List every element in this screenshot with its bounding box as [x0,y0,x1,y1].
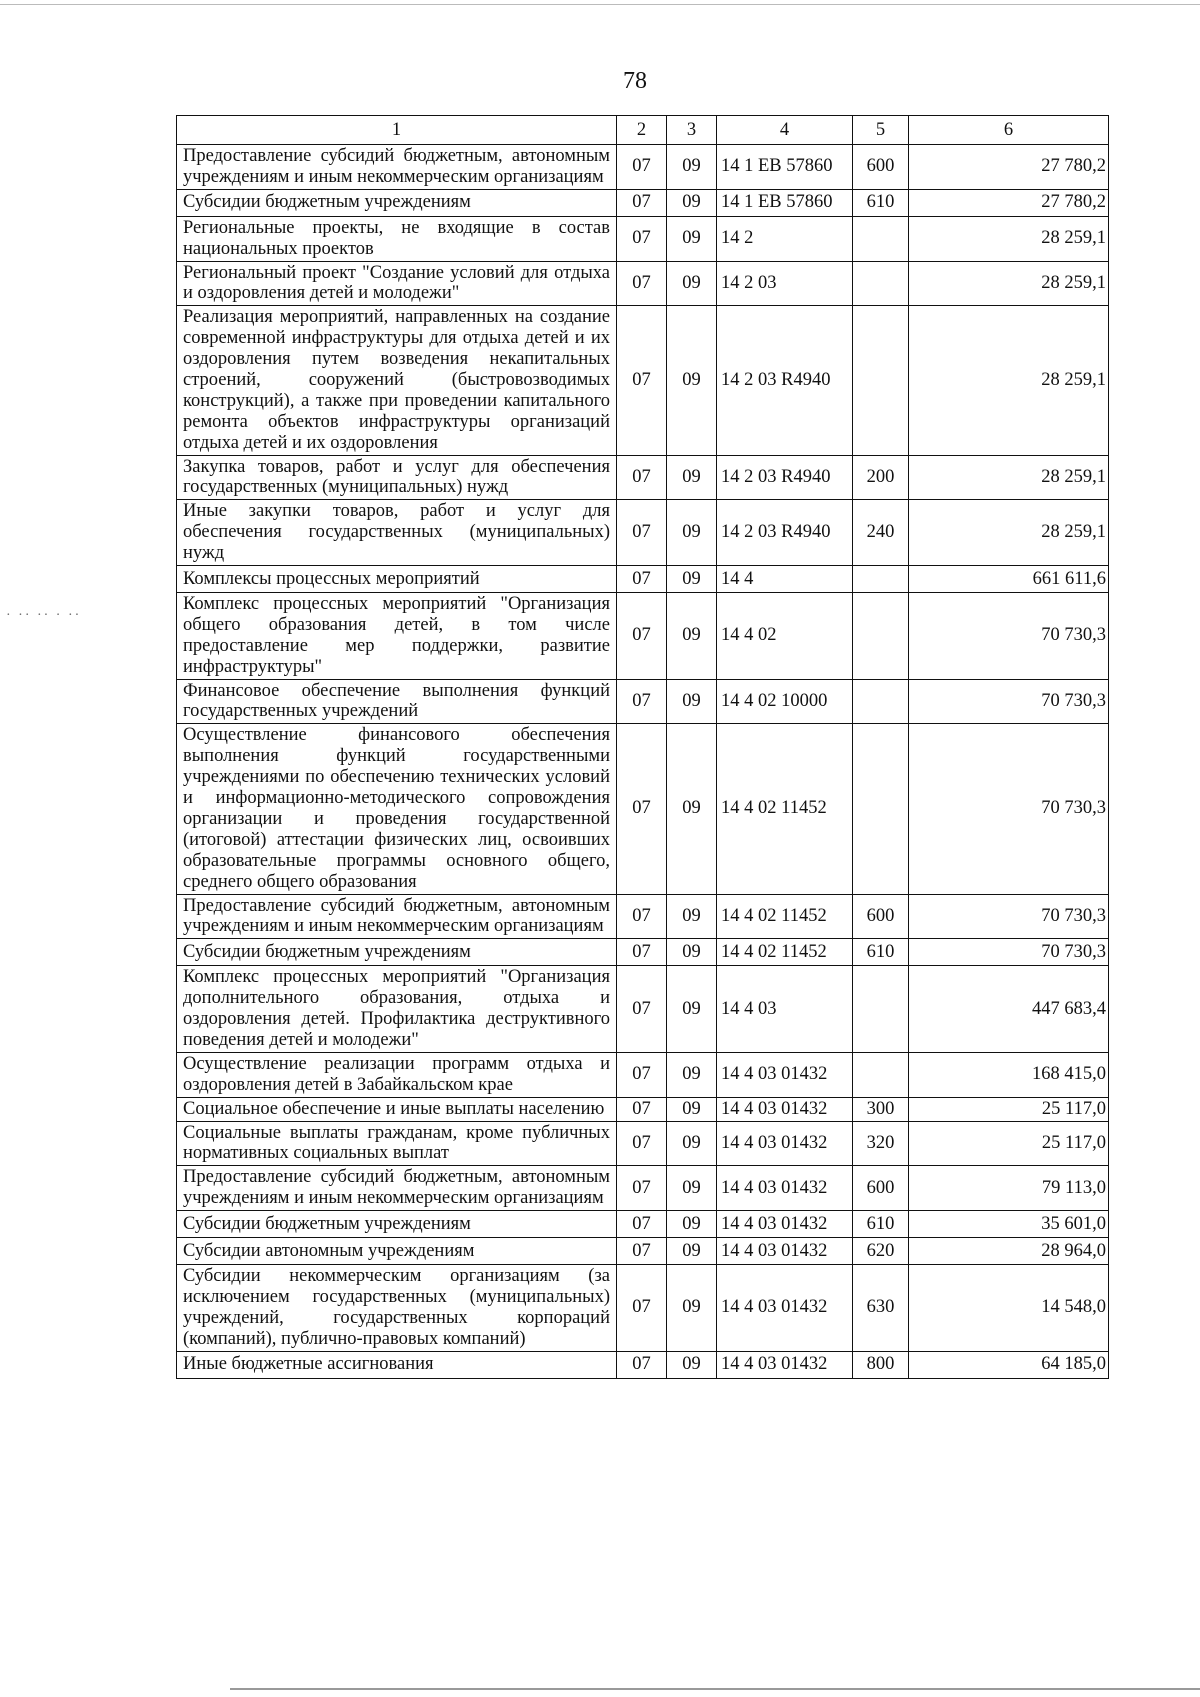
scan-top-edge [0,4,1200,5]
cell-amount: 447 683,4 [909,966,1109,1053]
cell-section: 07 [617,566,667,593]
cell-amount: 79 113,0 [909,1166,1109,1211]
cell-section: 07 [617,593,667,680]
cell-section: 07 [617,306,667,455]
cell-subsection: 09 [667,966,717,1053]
cell-expense-type [853,679,909,724]
cell-expense-type [853,216,909,261]
cell-subsection: 09 [667,1238,717,1265]
cell-expense-type: 800 [853,1351,909,1378]
cell-subsection: 09 [667,566,717,593]
cell-expense-type: 600 [853,1166,909,1211]
cell-amount: 28 259,1 [909,500,1109,566]
cell-expense-type: 300 [853,1097,909,1121]
table-row [177,261,1109,306]
cell-name: Субсидии некоммерческим организациям (за исключением государственных (муниципальных) учреждений, государственных корпораций (компаний), публично-правовых компаний) [177,1265,617,1352]
table-row [177,145,1109,190]
cell-subsection: 09 [667,189,717,216]
cell-amount: 27 780,2 [909,145,1109,190]
cell-subsection: 09 [667,1166,717,1211]
cell-target-article: 14 4 02 11452 [717,894,853,939]
cell-expense-type [853,593,909,680]
cell-section: 07 [617,679,667,724]
cell-expense-type: 610 [853,1211,909,1238]
cell-section: 07 [617,500,667,566]
cell-target-article: 14 4 02 11452 [717,724,853,894]
cell-subsection: 09 [667,500,717,566]
cell-section: 07 [617,894,667,939]
cell-name: Субсидии автономным учреждениям [177,1238,617,1265]
cell-expense-type: 610 [853,939,909,966]
cell-expense-type: 240 [853,500,909,566]
cell-subsection: 09 [667,216,717,261]
header-col-2: 2 [617,116,667,145]
cell-name: Предоставление субсидий бюджетным, автономным учреждениям и иным некоммерческим организациям [177,145,617,190]
table-row [177,1351,1109,1378]
table-row [177,306,1109,455]
cell-name: Предоставление субсидий бюджетным, автономным учреждениям и иным некоммерческим организациям [177,1166,617,1211]
table-row [177,500,1109,566]
cell-section: 07 [617,145,667,190]
cell-name: Комплекс процессных мероприятий "Организация общего образования детей, в том числе предоставление мер поддержки, развитие инфраструктуры" [177,593,617,680]
cell-target-article: 14 2 03 R4940 [717,500,853,566]
cell-expense-type [853,261,909,306]
scan-noise-mark: · ·· ·· · ·· [6,608,82,623]
cell-expense-type [853,966,909,1053]
cell-target-article: 14 4 03 01432 [717,1052,853,1097]
cell-amount: 28 259,1 [909,216,1109,261]
cell-name: Закупка товаров, работ и услуг для обеспечения государственных (муниципальных) нужд [177,455,617,500]
cell-subsection: 09 [667,679,717,724]
cell-name: Финансовое обеспечение выполнения функций государственных учреждений [177,679,617,724]
cell-section: 07 [617,966,667,1053]
cell-amount: 35 601,0 [909,1211,1109,1238]
cell-subsection: 09 [667,894,717,939]
header-col-4: 4 [717,116,853,145]
cell-amount: 14 548,0 [909,1265,1109,1352]
cell-subsection: 09 [667,939,717,966]
cell-amount: 70 730,3 [909,939,1109,966]
cell-subsection: 09 [667,593,717,680]
table-row [177,1097,1109,1121]
table-row [177,1238,1109,1265]
header-col-3: 3 [667,116,717,145]
cell-subsection: 09 [667,1121,717,1166]
cell-target-article: 14 4 03 01432 [717,1351,853,1378]
cell-amount: 64 185,0 [909,1351,1109,1378]
cell-expense-type: 200 [853,455,909,500]
cell-amount: 70 730,3 [909,724,1109,894]
table-body [177,145,1109,1379]
budget-table [176,115,1109,1379]
cell-subsection: 09 [667,1052,717,1097]
cell-expense-type: 630 [853,1265,909,1352]
cell-subsection: 09 [667,1211,717,1238]
cell-expense-type: 320 [853,1121,909,1166]
cell-section: 07 [617,189,667,216]
cell-amount: 28 964,0 [909,1238,1109,1265]
table-row [177,679,1109,724]
cell-amount: 70 730,3 [909,679,1109,724]
cell-target-article: 14 4 02 [717,593,853,680]
cell-expense-type: 600 [853,894,909,939]
cell-section: 07 [617,261,667,306]
cell-amount: 70 730,3 [909,593,1109,680]
cell-target-article: 14 4 [717,566,853,593]
cell-name: Социальные выплаты гражданам, кроме публичных нормативных социальных выплат [177,1121,617,1166]
cell-subsection: 09 [667,1265,717,1352]
cell-target-article: 14 4 03 01432 [717,1238,853,1265]
cell-name: Иные закупки товаров, работ и услуг для обеспечения государственных (муниципальных) нужд [177,500,617,566]
table-row [177,966,1109,1053]
table-header-row [177,116,1109,145]
table-row [177,593,1109,680]
cell-section: 07 [617,1351,667,1378]
cell-name: Иные бюджетные ассигнования [177,1351,617,1378]
cell-amount: 28 259,1 [909,261,1109,306]
table-row [177,939,1109,966]
header-col-5: 5 [853,116,909,145]
cell-name: Осуществление финансового обеспечения выполнения функций государственными учреждениями по обеспечению технических условий и информационно-методического сопровождения организации и проведения государственной (итоговой) аттестации физических лиц, освоивших образовательные программы основного общего, среднего общего образования [177,724,617,894]
header-col-6: 6 [909,116,1109,145]
cell-section: 07 [617,1238,667,1265]
table-row [177,1265,1109,1352]
cell-subsection: 09 [667,1351,717,1378]
cell-section: 07 [617,1211,667,1238]
cell-target-article: 14 4 03 [717,966,853,1053]
table-row [177,189,1109,216]
cell-name: Социальное обеспечение и иные выплаты населению [177,1097,617,1121]
cell-expense-type [853,566,909,593]
cell-target-article: 14 4 02 10000 [717,679,853,724]
cell-section: 07 [617,1097,667,1121]
cell-expense-type [853,724,909,894]
cell-amount: 25 117,0 [909,1121,1109,1166]
table-row [177,216,1109,261]
cell-target-article: 14 2 03 R4940 [717,455,853,500]
cell-name: Субсидии бюджетным учреждениям [177,1211,617,1238]
cell-section: 07 [617,1166,667,1211]
cell-section: 07 [617,1265,667,1352]
table-row [177,1052,1109,1097]
cell-target-article: 14 2 [717,216,853,261]
cell-name: Субсидии бюджетным учреждениям [177,189,617,216]
cell-subsection: 09 [667,1097,717,1121]
cell-name: Субсидии бюджетным учреждениям [177,939,617,966]
cell-amount: 27 780,2 [909,189,1109,216]
cell-amount: 25 117,0 [909,1097,1109,1121]
cell-target-article: 14 4 02 11452 [717,939,853,966]
cell-section: 07 [617,455,667,500]
cell-name: Региональные проекты, не входящие в состав национальных проектов [177,216,617,261]
cell-name: Осуществление реализации программ отдыха и оздоровления детей в Забайкальском крае [177,1052,617,1097]
table-row [177,1166,1109,1211]
cell-target-article: 14 1 ЕВ 57860 [717,189,853,216]
table-row [177,455,1109,500]
cell-subsection: 09 [667,455,717,500]
cell-name: Комплексы процессных мероприятий [177,566,617,593]
cell-expense-type [853,306,909,455]
cell-target-article: 14 4 03 01432 [717,1121,853,1166]
cell-section: 07 [617,216,667,261]
scan-bottom-edge [230,1688,1200,1690]
page-number: 78 [623,68,647,94]
table-row [177,566,1109,593]
cell-section: 07 [617,939,667,966]
cell-name: Комплекс процессных мероприятий "Организация дополнительного образования, отдыха и оздоровления детей. Профилактика деструктивного поведения детей и молодежи" [177,966,617,1053]
cell-expense-type: 620 [853,1238,909,1265]
cell-name: Предоставление субсидий бюджетным, автономным учреждениям и иным некоммерческим организациям [177,894,617,939]
cell-expense-type: 610 [853,189,909,216]
cell-target-article: 14 4 03 01432 [717,1166,853,1211]
cell-name: Реализация мероприятий, направленных на создание современной инфраструктуры для отдыха детей и их оздоровления путем возведения некапитальных строений, сооружений (быстровозводимых конструкций), а также при проведении капитального ремонта объектов инфраструктуры организаций отдыха детей и их оздоровления [177,306,617,455]
table-row [177,894,1109,939]
cell-subsection: 09 [667,145,717,190]
table-row [177,1211,1109,1238]
cell-amount: 168 415,0 [909,1052,1109,1097]
cell-target-article: 14 1 ЕВ 57860 [717,145,853,190]
cell-name: Региональный проект "Создание условий для отдыха и оздоровления детей и молодежи" [177,261,617,306]
cell-section: 07 [617,1121,667,1166]
table-row [177,1121,1109,1166]
cell-subsection: 09 [667,724,717,894]
cell-expense-type [853,1052,909,1097]
cell-section: 07 [617,724,667,894]
cell-target-article: 14 2 03 R4940 [717,306,853,455]
header-col-1: 1 [177,116,617,145]
cell-expense-type: 600 [853,145,909,190]
table-row [177,724,1109,894]
cell-section: 07 [617,1052,667,1097]
cell-amount: 661 611,6 [909,566,1109,593]
cell-target-article: 14 4 03 01432 [717,1211,853,1238]
cell-amount: 28 259,1 [909,306,1109,455]
cell-target-article: 14 4 03 01432 [717,1097,853,1121]
cell-subsection: 09 [667,306,717,455]
cell-target-article: 14 2 03 [717,261,853,306]
cell-amount: 70 730,3 [909,894,1109,939]
cell-amount: 28 259,1 [909,455,1109,500]
cell-subsection: 09 [667,261,717,306]
cell-target-article: 14 4 03 01432 [717,1265,853,1352]
